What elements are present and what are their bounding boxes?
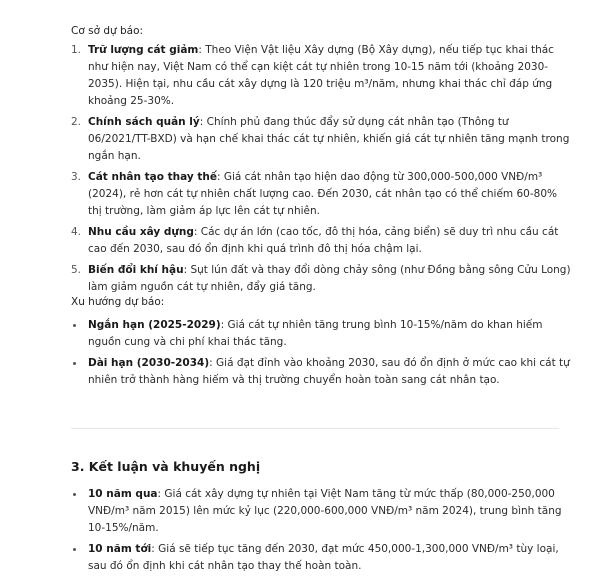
- basis-label: Cơ sở dự báo:: [71, 25, 144, 37]
- item-text: : Giá cát nhân tạo hiện dao động từ 300,000-500,000 VNĐ/m³ (2024), rẻ hơn cát tự nhiên chất lượng cao. Đến 2030, cát nhân tạo có thể chiếm 60-80% thị trường, làm giảm áp lực lên cát tự nhiên.: [88, 171, 557, 217]
- item-title: Biến đổi khí hậu: [88, 264, 184, 276]
- item-text: : Sụt lún đất và thay đổi dòng chảy sông (như Đồng bằng sông Cửu Long) làm giảm nguồn cát tự nhiên, đẩy giá tăng.: [88, 264, 571, 293]
- conclusion-heading: 3. Kết luận và khuyến nghị: [71, 459, 261, 474]
- basis-item: [71, 224, 571, 258]
- trend-item: [71, 317, 571, 351]
- item-title: Ngắn hạn (2025-2029): [88, 319, 221, 331]
- item-title: Dài hạn (2030-2034): [88, 357, 210, 369]
- trend-item: [71, 355, 571, 389]
- item-number: 1.: [71, 44, 82, 56]
- basis-list: [71, 42, 571, 300]
- item-text: : Giá sẽ tiếp tục tăng đến 2030, đạt mức 450,000-1,300,000 VNĐ/m³ tùy loại, sau đó ổn định khi cát nhân tạo thay thế hoàn toàn.: [88, 543, 559, 572]
- item-text: : Theo Viện Vật liệu Xây dựng (Bộ Xây dựng), nếu tiếp tục khai thác như hiện nay, Việt Nam có thể cạn kiệt cát tự nhiên trong 10-15 năm tới (khoảng 2030-2035). Hiện tại, nhu cầu cát xây dựng là 120 triệu m³/năm, nhưng khai thác chỉ đáp ứng khoảng 25-30%.: [88, 44, 554, 107]
- item-title: Chính sách quản lý: [88, 116, 200, 128]
- section-divider: [71, 428, 559, 429]
- item-text: : Giá cát tự nhiên tăng trung bình 10-15%/năm do khan hiếm nguồn cung và chi phí khai thác tăng.: [88, 319, 543, 348]
- basis-item: [71, 114, 571, 165]
- conclusion-item: [71, 486, 571, 537]
- item-text: : Chính phủ đang thúc đẩy sử dụng cát nhân tạo (Thông tư 06/2021/TT-BXD) và hạn chế khai thác cát tự nhiên, khiến giá cát tự nhiên tăng mạnh trong ngắn hạn.: [88, 116, 570, 162]
- item-number: 2.: [71, 116, 82, 128]
- item-title: 10 năm tới: [88, 543, 152, 555]
- item-number: 4.: [71, 226, 82, 238]
- conclusion-list: [71, 486, 571, 579]
- item-title: Cát nhân tạo thay thế: [88, 171, 217, 183]
- bullet-icon: [73, 324, 76, 327]
- item-number: 5.: [71, 264, 82, 276]
- basis-item: [71, 262, 571, 296]
- item-title: Trữ lượng cát giảm: [88, 44, 199, 56]
- basis-item: [71, 42, 571, 110]
- item-number: 3.: [71, 171, 82, 183]
- item-text: : Giá cát xây dựng tự nhiên tại Việt Nam tăng từ mức thấp (80,000-250,000 VNĐ/m³ năm 2015) lên mức kỷ lục (220,000-600,000 VNĐ/m³ năm 2024), trung bình tăng 10-15%/năm.: [88, 488, 562, 534]
- bullet-icon: [73, 362, 76, 365]
- bullet-icon: [73, 493, 76, 496]
- item-title: Nhu cầu xây dựng: [88, 226, 194, 238]
- bullet-icon: [73, 548, 76, 551]
- conclusion-item: [71, 541, 571, 575]
- trend-label: Xu hướng dự báo:: [71, 296, 165, 308]
- trend-list: [71, 317, 571, 393]
- item-text: : Các dự án lớn (cao tốc, đô thị hóa, cảng biển) sẽ duy trì nhu cầu cát cao đến 2030, sau đó ổn định khi quá trình đô thị hóa chậm lại.: [88, 226, 559, 255]
- item-title: 10 năm qua: [88, 488, 158, 500]
- item-text: : Giá đạt đỉnh vào khoảng 2030, sau đó ổn định ở mức cao khi cát tự nhiên trở thành hàng hiếm và thị trường chuyển hoàn toàn sang cát nhân tạo.: [88, 357, 570, 386]
- basis-item: [71, 169, 571, 220]
